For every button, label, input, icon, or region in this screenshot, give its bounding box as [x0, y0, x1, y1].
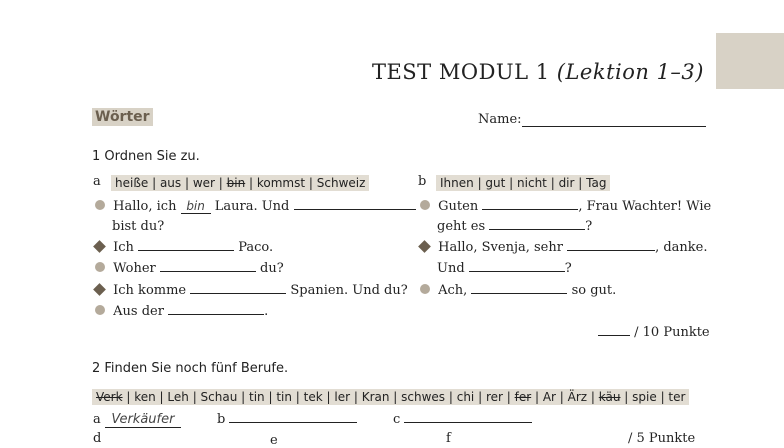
- word-item: Schweiz: [316, 176, 366, 190]
- diamond-bullet-icon: [93, 240, 106, 253]
- item-b1-line2: geht es ?: [437, 219, 593, 234]
- syllable-item: chi: [456, 390, 475, 404]
- syllable-item: Kran: [361, 390, 390, 404]
- answer-a1-2[interactable]: [294, 209, 416, 210]
- syllable-item: tin: [276, 390, 292, 404]
- answer-2f-letter: f: [446, 431, 451, 446]
- item-a5: Aus der .: [95, 304, 268, 319]
- word-item: bin: [226, 176, 246, 190]
- answer-a5[interactable]: [168, 314, 264, 315]
- page-title: [372, 60, 704, 84]
- page-tab-marker: [716, 33, 784, 89]
- word-list-a: [111, 175, 369, 191]
- separator: |: [389, 390, 402, 404]
- circle-bullet-icon: [95, 200, 105, 210]
- separator: |: [505, 176, 518, 190]
- answer-a1[interactable]: bin: [181, 199, 211, 214]
- circle-bullet-icon: [95, 262, 105, 272]
- word-item: kommst: [256, 176, 306, 190]
- answer-b3[interactable]: [471, 293, 567, 294]
- syllable-item: Leh: [167, 390, 189, 404]
- task1-score: / 10 Punkte: [598, 325, 710, 340]
- section-badge: Wörter: [92, 108, 153, 126]
- syllable-item: tek: [303, 390, 323, 404]
- word-item: Ihnen: [440, 176, 474, 190]
- syllable-item: fer: [514, 390, 532, 404]
- syllable-item: spie: [632, 390, 657, 404]
- item-b3: Ach, so gut.: [420, 283, 616, 298]
- answer-row-1c: c: [393, 412, 532, 427]
- answer-b2[interactable]: [567, 250, 655, 251]
- word-item: wer: [192, 176, 215, 190]
- score-field[interactable]: [598, 335, 630, 336]
- answer-2b[interactable]: [229, 422, 357, 423]
- answer-b1-2[interactable]: [489, 229, 585, 230]
- syllable-item: ter: [668, 390, 686, 404]
- answer-2e-letter: e: [270, 433, 278, 448]
- task1-a-wordbox: [111, 172, 369, 191]
- item-a1: Hallo, ich bin Laura. Und: [95, 199, 416, 214]
- name-label: Name:: [478, 112, 522, 127]
- separator: |: [587, 390, 599, 404]
- diamond-bullet-icon: [93, 283, 106, 296]
- answer-a2[interactable]: [138, 250, 234, 251]
- item-b2-line2: Und ?: [437, 261, 572, 276]
- syllable-item: rer: [485, 390, 503, 404]
- word-item: gut: [485, 176, 506, 190]
- task2-score: / 5 Punkte: [628, 431, 696, 446]
- separator: |: [148, 176, 160, 190]
- syllable-item: Verk: [96, 390, 123, 404]
- separator: |: [574, 176, 587, 190]
- separator: |: [555, 390, 568, 404]
- separator: |: [214, 176, 227, 190]
- separator: |: [122, 390, 135, 404]
- syllable-item: tin: [249, 390, 265, 404]
- diamond-bullet-icon: [418, 240, 431, 253]
- separator: |: [237, 390, 249, 404]
- separator: |: [322, 390, 335, 404]
- word-item: aus: [159, 176, 182, 190]
- task1-b-letter: b: [418, 174, 427, 189]
- word-item: Tag: [586, 176, 607, 190]
- separator: |: [531, 390, 543, 404]
- word-item: heiße: [115, 176, 149, 190]
- answer-b1[interactable]: [482, 209, 578, 210]
- syllable-item: ken: [134, 390, 156, 404]
- answer-row-1b: b: [217, 412, 357, 427]
- word-item: dir: [558, 176, 575, 190]
- separator: |: [350, 390, 362, 404]
- syllable-item: Ärz: [567, 390, 588, 404]
- task1-a-letter: a: [93, 174, 101, 189]
- answer-2a[interactable]: Verkäufer: [105, 412, 181, 428]
- circle-bullet-icon: [95, 305, 105, 315]
- separator: |: [188, 390, 201, 404]
- separator: |: [181, 176, 193, 190]
- syllable-item: schwes: [401, 390, 446, 404]
- task1-heading: 1 Ordnen Sie zu.: [92, 149, 200, 164]
- item-a2: Ich Paco.: [95, 240, 273, 255]
- title-sub: (Lektion 1–3): [556, 60, 704, 84]
- separator: |: [305, 176, 317, 190]
- syllable-box: [92, 386, 689, 405]
- item-b1: Guten , Frau Wachter! Wie: [420, 199, 711, 214]
- item-a1-line2: bist du?: [112, 219, 165, 234]
- separator: |: [656, 390, 669, 404]
- answer-2d-letter: d: [93, 431, 102, 446]
- separator: |: [264, 390, 277, 404]
- answer-2c[interactable]: [404, 422, 532, 423]
- separator: |: [245, 176, 257, 190]
- task1-b-wordbox: [436, 172, 610, 191]
- separator: |: [473, 176, 486, 190]
- separator: |: [620, 390, 633, 404]
- separator: |: [155, 390, 168, 404]
- separator: |: [445, 390, 457, 404]
- separator: |: [291, 390, 304, 404]
- answer-b2-2[interactable]: [469, 271, 565, 272]
- item-a3: Woher du?: [95, 261, 284, 276]
- separator: |: [546, 176, 559, 190]
- answer-a3[interactable]: [160, 271, 256, 272]
- syllable-item: Schau: [200, 390, 238, 404]
- answer-row-1: a Verkäufer: [93, 412, 181, 428]
- word-list-b: [436, 175, 610, 191]
- name-field[interactable]: [522, 126, 706, 127]
- syllable-item: Ar: [542, 390, 556, 404]
- answer-a4[interactable]: [190, 293, 286, 294]
- syllable-item: käu: [598, 390, 621, 404]
- item-a4: Ich komme Spanien. Und du?: [95, 283, 408, 298]
- syllable-list: [92, 389, 689, 405]
- circle-bullet-icon: [420, 200, 430, 210]
- circle-bullet-icon: [420, 284, 430, 294]
- separator: |: [474, 390, 486, 404]
- item-b2: Hallo, Svenja, sehr , danke.: [420, 240, 708, 255]
- title-main: TEST MODUL 1: [371, 60, 550, 84]
- syllable-item: ler: [334, 390, 351, 404]
- separator: |: [502, 390, 515, 404]
- word-item: nicht: [517, 176, 547, 190]
- task2-heading: 2 Finden Sie noch fünf Berufe.: [92, 361, 289, 376]
